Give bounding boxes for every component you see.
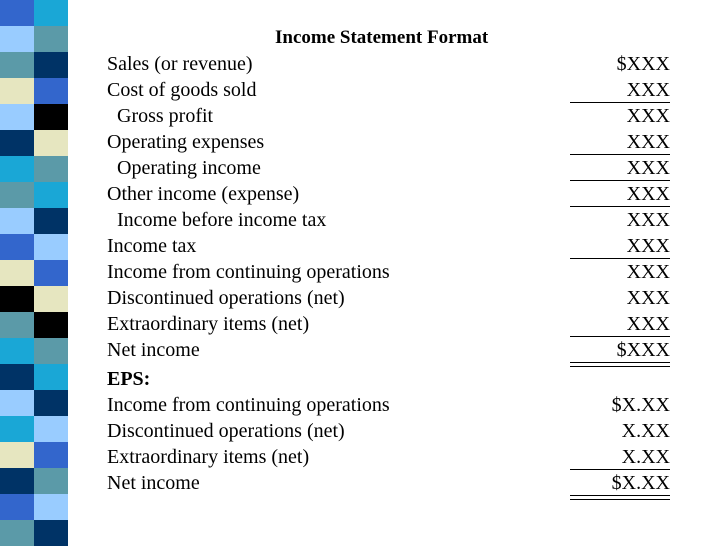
strip-square xyxy=(0,416,34,442)
statement-row-operating-expenses xyxy=(107,129,670,155)
row-label: Net income xyxy=(107,472,200,494)
row-label: Cost of goods sold xyxy=(107,79,257,101)
strip-square xyxy=(34,520,68,546)
row-label: Income from continuing operations xyxy=(107,394,390,416)
strip-square xyxy=(0,156,34,182)
page-title: Income Statement Format xyxy=(275,27,489,48)
row-amount: X.XX xyxy=(621,420,670,442)
strip-square xyxy=(0,364,34,390)
strip-square xyxy=(0,130,34,156)
row-amount: XXX xyxy=(626,313,670,335)
strip-square xyxy=(34,0,68,26)
eps-row-continuing-operations xyxy=(107,392,670,418)
decorative-color-strip xyxy=(0,0,68,540)
row-amount: XXX xyxy=(626,209,670,231)
eps-row-extraordinary-items xyxy=(107,444,670,470)
strip-square xyxy=(0,182,34,208)
row-amount: $XXX xyxy=(616,53,670,75)
row-label: Extraordinary items (net) xyxy=(107,446,310,468)
strip-square xyxy=(34,130,68,156)
row-amount: X.XX xyxy=(621,446,670,468)
strip-square xyxy=(0,78,34,104)
eps-heading: EPS: xyxy=(107,368,151,390)
row-amount: XXX xyxy=(626,287,670,309)
row-amount: $X.XX xyxy=(611,472,670,494)
statement-row-discontinued-operations xyxy=(107,285,670,311)
strip-square xyxy=(34,312,68,338)
statement-row-income-before-tax xyxy=(107,207,670,233)
eps-row-discontinued-operations xyxy=(107,418,670,444)
row-label: Discontinued operations (net) xyxy=(107,420,345,442)
strip-square xyxy=(0,260,34,286)
strip-square xyxy=(0,312,34,338)
strip-square xyxy=(34,338,68,364)
strip-square xyxy=(34,234,68,260)
statement-row-other-income xyxy=(107,181,670,207)
statement-row-gross-profit xyxy=(107,103,670,129)
row-label: Extraordinary items (net) xyxy=(107,313,310,335)
strip-square xyxy=(34,26,68,52)
strip-square xyxy=(34,78,68,104)
row-label: Income tax xyxy=(107,235,197,257)
row-label: Operating expenses xyxy=(107,131,265,153)
strip-square xyxy=(34,364,68,390)
total-double-rule xyxy=(570,495,670,500)
row-amount: XXX xyxy=(626,183,670,205)
row-label: Gross profit xyxy=(117,105,214,127)
strip-square xyxy=(34,286,68,312)
row-amount: XXX xyxy=(626,235,670,257)
strip-square xyxy=(34,416,68,442)
statement-row-cogs xyxy=(107,77,670,103)
strip-square xyxy=(34,390,68,416)
strip-square xyxy=(34,208,68,234)
strip-square xyxy=(0,338,34,364)
strip-square xyxy=(0,26,34,52)
strip-square xyxy=(34,442,68,468)
row-amount: XXX xyxy=(626,79,670,101)
strip-square xyxy=(34,52,68,78)
strip-square xyxy=(0,494,34,520)
strip-square xyxy=(0,0,34,26)
row-label: Sales (or revenue) xyxy=(107,53,253,75)
strip-square xyxy=(34,494,68,520)
strip-square xyxy=(0,104,34,130)
row-amount: $X.XX xyxy=(611,394,670,416)
statement-row-continuing-operations xyxy=(107,259,670,285)
statement-row-income-tax xyxy=(107,233,670,259)
strip-square xyxy=(0,390,34,416)
row-amount: XXX xyxy=(626,157,670,179)
row-amount: XXX xyxy=(626,261,670,283)
row-label: Net income xyxy=(107,339,200,361)
strip-square xyxy=(0,286,34,312)
strip-square xyxy=(0,234,34,260)
strip-square xyxy=(0,208,34,234)
row-amount: XXX xyxy=(626,131,670,153)
eps-row-net-income xyxy=(107,470,670,496)
strip-square xyxy=(0,468,34,494)
row-amount: XXX xyxy=(626,105,670,127)
strip-square xyxy=(34,104,68,130)
statement-row-net-income xyxy=(107,337,670,363)
row-amount: $XXX xyxy=(616,339,670,361)
strip-square xyxy=(0,52,34,78)
strip-square xyxy=(34,156,68,182)
strip-square xyxy=(0,442,34,468)
strip-square xyxy=(34,468,68,494)
row-label: Operating income xyxy=(117,157,261,179)
statement-row-sales xyxy=(107,51,670,77)
strip-square xyxy=(0,520,34,546)
row-label: Income before income tax xyxy=(117,209,327,231)
statement-row-extraordinary-items xyxy=(107,311,670,337)
row-label: Discontinued operations (net) xyxy=(107,287,345,309)
statement-row-operating-income xyxy=(107,155,670,181)
strip-square xyxy=(34,182,68,208)
eps-heading-row xyxy=(107,366,670,392)
strip-square xyxy=(34,260,68,286)
row-label: Other income (expense) xyxy=(107,183,300,205)
row-label: Income from continuing operations xyxy=(107,261,390,283)
